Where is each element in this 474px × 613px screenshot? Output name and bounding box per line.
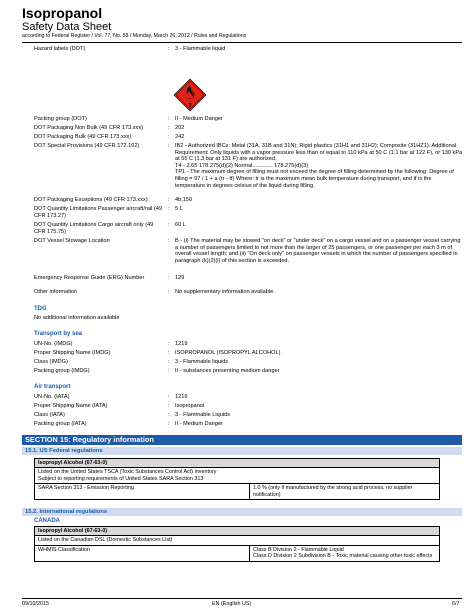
section-15-1-title: 15.1. US Federal regulations xyxy=(22,447,462,455)
tsca-listing-text: Listed on the United States TSCA (Toxic Substances Control Act) inventory xyxy=(38,469,217,476)
special-provision-ib2: IB2 - Authorized IBCs: Metal (31A, 31B and 31N); Rigid plastics (31H1 and 31H2); Composite (31HZ1). Additional Requirement: Only liquids with a vapor pressure less than or equal to 110 kPa at 50 C (1.1 bar at 122 F), or 130 kPa at 55 C (1.3 bar at 131 F) are authorized. xyxy=(175,143,463,163)
un-imdg-value: 1219 xyxy=(175,341,188,347)
canada-heading: CANADA xyxy=(34,518,60,524)
erg-label: Emergency Response Guide (ERG) Number xyxy=(34,275,145,281)
whmis-label: WHMIS Classification xyxy=(35,546,250,561)
exceptions-value: 4b;150 xyxy=(175,197,193,203)
erg-value: 129 xyxy=(175,275,185,281)
hazard-labels-value: 3 - Flammable liquid xyxy=(175,46,226,52)
passenger-limit-label: DOT Quantity Limitations Passenger aircraft/rail (49 CFR 173.27) xyxy=(34,206,162,219)
special-provision-tp1: TP1 - The maximum degree of filling must not exceed the degree of filling determined by the following: Degree of filling = 97 / 1 + a (tr - tf) Where: tr is the maximum mean bulk temperature during transport, and tf is the temperature in degrees celsius of the liquid during filling. xyxy=(175,169,454,189)
header-divider xyxy=(22,42,462,43)
whmis-value xyxy=(250,546,439,561)
footer-date: 09/10/2015 xyxy=(22,601,49,607)
whmis-class-d2b: Class D Division 2 Subdivision B - Toxic material causing other toxic effects xyxy=(253,553,433,560)
footer-divider xyxy=(22,598,462,599)
special-provisions-label: DOT Special Provisions (49 CFR 172.102) xyxy=(34,143,140,149)
federal-table-header: Isopropyl Alcohol (67-63-0) xyxy=(35,459,439,468)
pg-imdg-value: II - substances presenting medium danger xyxy=(175,368,280,374)
vessel-stowage-label: DOT Vessel Stowage Location xyxy=(34,238,110,244)
cargo-limit-label: DOT Quantity Limitations Cargo aircraft only (49 CFR 175.75) xyxy=(34,222,154,235)
bulk-label: DOT Packaging Bulk (49 CFR 173.xxx) xyxy=(34,134,132,140)
un-iata-value: 1219 xyxy=(175,394,188,400)
special-provision-t4: T4 - 2.65 178.275(d)(2) Normal............. 178.275(d)(3) xyxy=(175,162,309,169)
name-iata-label: Proper Shipping Name (IATA) xyxy=(34,403,108,409)
federal-table-row xyxy=(35,484,439,499)
name-imdg-label: Proper Shipping Name (IMDG) xyxy=(34,350,111,356)
federal-table-row xyxy=(35,468,439,484)
non-bulk-label: DOT Packaging Non Bulk (49 CFR 173.xxx) xyxy=(34,125,144,131)
class-iata-value: 3 - Flammable Liquids xyxy=(175,412,231,418)
name-iata-value: Isopropanol xyxy=(175,403,205,409)
name-imdg-value: ISOPROPANOL (ISOPROPYL ALCOHOL) xyxy=(175,350,281,356)
document-subtitle: Safety Data Sheet xyxy=(22,21,112,33)
tdg-text: No additional information available xyxy=(34,315,120,321)
federal-regulations-table xyxy=(34,458,440,500)
flammable-liquid-hazard-icon xyxy=(173,78,207,112)
packing-group-dot-label: Packing group (DOT) xyxy=(34,116,87,122)
canada-dsl-row: Listed on the Canadian DSL (Domestic Substances List) xyxy=(35,536,439,545)
document-title: Isopropanol xyxy=(22,5,103,21)
class-iata-label: Class (IATA) xyxy=(34,412,65,418)
sara-emission-value: 1.0 % (only if manufactured by the strong acid process, no supplier notification) xyxy=(253,485,413,498)
cargo-limit-value: 60 L xyxy=(175,222,186,228)
exceptions-label: DOT Packaging Exceptions (49 CFR 173.xxx) xyxy=(34,197,148,203)
section-15-title: SECTION 15: Regulatory information xyxy=(22,435,462,445)
pg-iata-value: II - Medium Danger xyxy=(175,421,223,427)
air-heading: Air transport xyxy=(34,384,71,390)
regulation-reference: according to Federal Register / Vol. 77, No. 58 / Monday, March 26, 2012 / Rules and Regulations xyxy=(22,33,247,39)
un-imdg-label: UN-No. (IMDG) xyxy=(34,341,73,347)
un-iata-label: UN-No. (IATA) xyxy=(34,394,70,400)
other-info-label: Other information xyxy=(34,289,78,295)
pg-iata-label: Packing group (IATA) xyxy=(34,421,87,427)
class-imdg-value: 3 - Flammable liquids xyxy=(175,359,229,365)
section-15-2-title: 15.2. International regulations xyxy=(22,508,462,516)
canada-table-header: Isopropyl Alcohol (67-63-0) xyxy=(35,527,439,536)
sea-heading: Transport by sea xyxy=(34,331,83,337)
pg-imdg-label: Packing group (IMDG) xyxy=(34,368,90,374)
footer-language: EN (English US) xyxy=(212,601,252,607)
canada-regulations-table xyxy=(34,526,440,562)
sara-reporting-text: Subject to reporting requirements of United States SARA Section 313 xyxy=(38,475,204,482)
passenger-limit-value: 5 L xyxy=(175,206,183,212)
canada-whmis-row xyxy=(35,546,439,561)
non-bulk-value: 202 xyxy=(175,125,185,131)
document-header xyxy=(22,6,462,40)
sara-emission-label: SARA Section 313 - Emission Reporting xyxy=(35,484,250,499)
vessel-stowage-value: B - (i) The material may be stowed "on deck" or "under deck" on a cargo vessel and on a passenger vessel carrying a number of passengers limited to not more than the larger of 25 passengers, or one passenger per each 3 m of overall vessel length; and (ii) "On deck only" on passenger vessels in which the number of passengers specified in paragraph (k)(2)(i) of this section is exceeded. xyxy=(175,238,461,264)
packing-group-dot-value: II - Medium Danger xyxy=(175,116,223,122)
special-provisions-value xyxy=(175,143,463,189)
footer-page-number: 6/7 xyxy=(452,601,460,607)
tdg-heading: TDG xyxy=(34,306,47,312)
bulk-value: 242 xyxy=(175,134,185,140)
other-info-value: No supplementary information available. xyxy=(175,289,275,295)
hazard-labels-label: Hazard labels (DOT) xyxy=(34,46,86,52)
whmis-class-b2: Class B Division 2 - Flammable Liquid xyxy=(253,546,344,553)
class-imdg-label: Class (IMDG) xyxy=(34,359,68,365)
hazard-class-number: 3 xyxy=(188,103,192,109)
